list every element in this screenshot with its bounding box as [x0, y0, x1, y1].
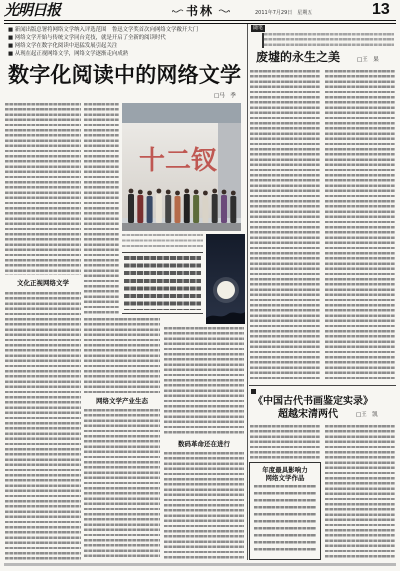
section-title: 书林	[186, 4, 215, 18]
ornament-left-icon	[172, 7, 184, 15]
issue-date: 2011年7月29日 星期五	[255, 10, 313, 16]
person-head	[129, 189, 134, 194]
person-body	[193, 195, 199, 223]
page-number: 13	[372, 1, 390, 18]
review-body-text	[325, 425, 395, 560]
person-head	[212, 189, 217, 194]
essay-intro-text	[264, 33, 394, 48]
person-body	[147, 196, 153, 223]
essay-byline: □王 果	[357, 57, 379, 63]
essay-section-tag: 随笔	[253, 25, 264, 31]
person-head	[184, 189, 189, 194]
lead-subhead: 文化正视网络文学	[17, 279, 69, 287]
works-sidebar	[249, 462, 321, 560]
sidebar-list	[254, 485, 316, 555]
person-body	[156, 194, 162, 223]
essay-headline: 废墟的永生之美	[256, 50, 341, 64]
lead-body-text	[84, 318, 160, 394]
page-footer	[4, 563, 396, 566]
photo-caption	[122, 234, 203, 249]
lead-body-text	[5, 292, 81, 560]
person-head	[138, 190, 143, 195]
sidebar-title	[250, 466, 320, 482]
person-body	[184, 194, 190, 223]
ornament-right-icon	[218, 7, 230, 15]
header-rule	[4, 20, 396, 21]
person-body	[202, 196, 208, 223]
review-headline-sub: 超越宋清两代	[278, 409, 338, 420]
lead-subhead: 网络文学产业生态	[96, 397, 148, 405]
lead-body-text	[164, 327, 244, 436]
review-byline: □王 凯	[356, 412, 378, 418]
person-head	[231, 191, 236, 196]
photo-ceiling	[122, 103, 241, 123]
review-marker-icon	[251, 389, 256, 394]
essay-body-text	[325, 70, 395, 382]
lead-subhead: 数码革命还在进行	[178, 440, 230, 448]
deck-line: ■ 网络文学开始与传统文学同台竞技，就是开启了全新的阅读时代	[8, 35, 166, 41]
pull-quote	[122, 252, 203, 314]
stage-floor	[122, 223, 241, 231]
lead-deck	[8, 26, 246, 58]
review-body-text	[250, 425, 320, 459]
section-divider	[249, 385, 396, 386]
person-body	[165, 195, 171, 223]
lead-byline: □马 季	[214, 93, 236, 99]
deck-line: ■ 从现在起正视网络文学，网络文学逐渐走向成熟	[8, 51, 129, 57]
person-head	[166, 190, 171, 195]
person-body	[128, 194, 134, 223]
masthead-logo: 光明日报	[4, 1, 61, 19]
person-head	[194, 190, 199, 195]
person-head	[222, 190, 227, 195]
person-body	[230, 196, 236, 223]
lead-headline: 数字化阅读中的网络文学	[8, 63, 242, 87]
essay-intro	[262, 33, 394, 48]
sidebar-title-line: 年度最具影响力	[262, 466, 308, 474]
person-head	[203, 191, 208, 196]
backdrop-banner-text: 十二钗	[138, 146, 218, 176]
lead-body-text	[164, 452, 244, 560]
lead-body-text	[84, 103, 119, 315]
person-body	[137, 195, 143, 223]
moon	[217, 281, 235, 299]
person-head	[175, 191, 180, 196]
deck-line: ■ 网络文学在数字化阅读中迅猛发展引起关注	[8, 43, 118, 49]
event-photo	[122, 103, 241, 231]
lead-body-text	[84, 409, 160, 560]
person-head	[147, 191, 152, 196]
column-divider	[247, 24, 248, 560]
person-head	[157, 189, 162, 194]
essay-body-text	[250, 70, 320, 382]
header-rule-thin	[4, 23, 396, 24]
review-headline: 《中国古代书画鉴定实录》	[253, 396, 373, 407]
moon-photo	[206, 234, 245, 324]
pull-quote-text	[124, 256, 201, 310]
person-body	[212, 194, 218, 223]
deck-line: ■ 新闻出版总署将网络文学纳入评选范围 鲁迅文学奖首次向网络文学敞开大门	[8, 27, 199, 33]
person-body	[221, 195, 227, 223]
person-body	[175, 196, 181, 223]
lead-body-text	[5, 103, 81, 275]
sidebar-title-line: 网络文学作品	[265, 474, 305, 482]
